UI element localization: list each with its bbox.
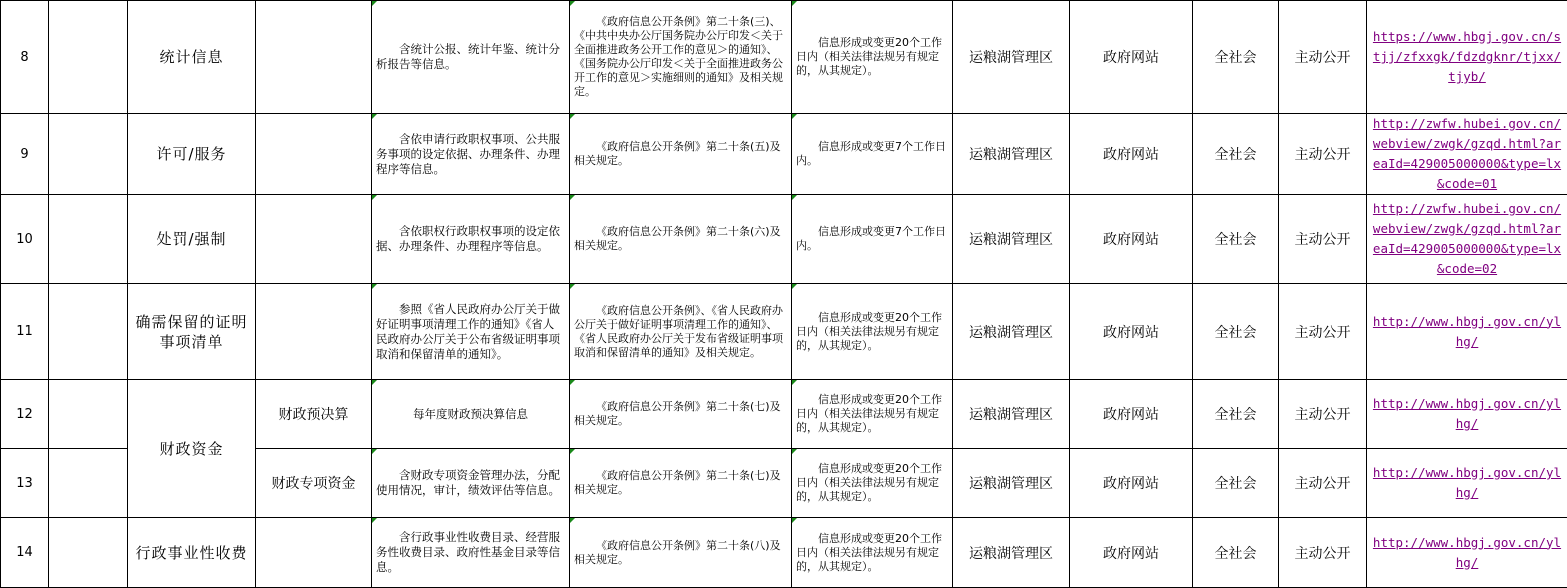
content-text: 含依职权行政职权事项的设定依据、办理条件、办理程序等信息。 [376, 224, 560, 253]
blank-cell[interactable] [49, 195, 128, 284]
cell-note-marker [792, 1, 797, 6]
content-cell[interactable] [372, 518, 570, 588]
url-cell[interactable] [1367, 380, 1567, 449]
cell-note-marker [372, 449, 377, 454]
cell-note-marker [372, 380, 377, 385]
content-cell[interactable] [372, 380, 570, 449]
cell-note-marker [570, 380, 575, 385]
basis-text: 《政府信息公开条例》第二十条(七)及相关规定。 [574, 400, 781, 427]
channel-cell[interactable]: 政府网站 [1070, 518, 1193, 588]
subject-cell[interactable]: 运粮湖管理区 [953, 449, 1070, 518]
basis-text: 《政府信息公开条例》第二十条(三)、《中共中央办公厅国务院办公厅印发＜关于全面推进政务公开工作的意见＞的通知》、《国务院办公厅印发＜关于全面推进政务公开工作的意见＞实施细则的通知》及相关规定。 [574, 15, 783, 98]
content-cell[interactable] [372, 284, 570, 380]
time-limit-text: 信息形成或变更20个工作日内（相关法律法规另有规定的，从其规定）。 [796, 311, 942, 352]
subject-cell[interactable]: 运粮湖管理区 [953, 518, 1070, 588]
subcategory-cell[interactable] [256, 114, 372, 195]
basis-text: 《政府信息公开条例》第二十条(五)及相关规定。 [574, 140, 781, 167]
channel-cell[interactable]: 政府网站 [1070, 1, 1193, 114]
cell-note-marker [570, 195, 575, 200]
cell-note-marker [792, 449, 797, 454]
basis-cell[interactable] [570, 284, 792, 380]
cell-note-marker [792, 114, 797, 119]
time-limit-text: 信息形成或变更20个工作日内（相关法律法规另有规定的，从其规定）。 [796, 393, 942, 434]
table-row [1, 195, 1567, 284]
url-cell[interactable] [1367, 518, 1567, 588]
cell-note-marker [570, 449, 575, 454]
time-limit-text: 信息形成或变更7个工作日内。 [796, 225, 946, 252]
audience-cell[interactable]: 全社会 [1193, 1, 1279, 114]
subject-cell[interactable]: 运粮湖管理区 [953, 380, 1070, 449]
subcategory-cell[interactable] [256, 195, 372, 284]
content-text: 参照《省人民政府办公厅关于做好证明事项清理工作的通知》《省人民政府办公厅关于公布省级证明事项取消和保留清单的通知》。 [376, 302, 560, 361]
cell-note-marker [792, 284, 797, 289]
row-number[interactable]: 9 [1, 114, 49, 195]
content-text: 含行政事业性收费目录、经营服务性收费目录、政府性基金目录等信息。 [376, 530, 560, 574]
channel-cell[interactable]: 政府网站 [1070, 449, 1193, 518]
subcategory-cell[interactable] [256, 518, 372, 588]
url-cell[interactable] [1367, 449, 1567, 518]
basis-text: 《政府信息公开条例》第二十条(八)及相关规定。 [574, 539, 781, 566]
table-row [1, 518, 1567, 588]
mode-cell[interactable]: 主动公开 [1279, 518, 1367, 588]
category-cell[interactable]: 行政事业性收费 [128, 518, 256, 588]
subcategory-cell[interactable]: 财政预决算 [256, 380, 372, 449]
time-limit-cell[interactable] [792, 518, 953, 588]
audience-cell[interactable]: 全社会 [1193, 114, 1279, 195]
subcategory-cell[interactable] [256, 284, 372, 380]
url-link[interactable]: http://www.hbgj.gov.cn/ylhg/ [1373, 535, 1561, 570]
time-limit-cell[interactable] [792, 380, 953, 449]
content-cell[interactable] [372, 449, 570, 518]
category-cell[interactable]: 统计信息 [128, 1, 256, 114]
time-limit-text: 信息形成或变更20个工作日内（相关法律法规另有规定的，从其规定）。 [796, 462, 942, 503]
time-limit-cell[interactable] [792, 1, 953, 114]
category-cell[interactable]: 财政资金 [128, 380, 256, 518]
blank-cell[interactable] [49, 449, 128, 518]
content-text: 含依申请行政职权事项、公共服务事项的设定依据、办理条件、办理程序等信息。 [376, 132, 560, 176]
url-cell[interactable] [1367, 114, 1567, 195]
cell-note-marker [792, 518, 797, 523]
basis-text: 《政府信息公开条例》第二十条(七)及相关规定。 [574, 469, 781, 496]
cell-note-marker [570, 114, 575, 119]
table-row [1, 114, 1567, 195]
cell-note-marker [570, 1, 575, 6]
category-cell[interactable]: 确需保留的证明事项清单 [128, 284, 256, 380]
blank-cell[interactable] [49, 1, 128, 114]
cell-note-marker [372, 284, 377, 289]
content-cell[interactable] [372, 1, 570, 114]
row-number[interactable]: 10 [1, 195, 49, 284]
channel-cell[interactable]: 政府网站 [1070, 284, 1193, 380]
cell-note-marker [570, 284, 575, 289]
subcategory-cell[interactable]: 财政专项资金 [256, 449, 372, 518]
url-link[interactable]: https://www.hbgj.gov.cn/stjj/zfxxgk/fdzdgknr/tjxx/tjyb/ [1373, 29, 1561, 84]
cell-note-marker [792, 195, 797, 200]
audience-cell[interactable]: 全社会 [1193, 195, 1279, 284]
cell-note-marker [570, 518, 575, 523]
cell-note-marker [372, 518, 377, 523]
subject-cell[interactable]: 运粮湖管理区 [953, 195, 1070, 284]
mode-cell[interactable]: 主动公开 [1279, 114, 1367, 195]
row-number[interactable]: 14 [1, 518, 49, 588]
url-link[interactable]: http://www.hbgj.gov.cn/ylhg/ [1373, 396, 1561, 431]
mode-cell[interactable]: 主动公开 [1279, 284, 1367, 380]
subcategory-cell[interactable] [256, 1, 372, 114]
time-limit-text: 信息形成或变更20个工作日内（相关法律法规另有规定的，从其规定）。 [796, 36, 942, 77]
subject-cell[interactable]: 运粮湖管理区 [953, 284, 1070, 380]
mode-cell[interactable]: 主动公开 [1279, 449, 1367, 518]
content-text: 含统计公报、统计年鉴、统计分析报告等信息。 [376, 42, 560, 71]
time-limit-cell[interactable] [792, 195, 953, 284]
basis-cell[interactable] [570, 518, 792, 588]
table-row [1, 284, 1567, 380]
basis-text: 《政府信息公开条例》、《省人民政府办公厅关于做好证明事项清理工作的通知》、《省人民政府办公厅关于发布省级证明事项取消和保留清单的通知》及相关规定。 [574, 304, 783, 359]
url-link[interactable]: http://zwfw.hubei.gov.cn/webview/zwgk/gzqd.html?areaId=429005000000&type=lx&code=01 [1373, 116, 1561, 191]
content-cell[interactable] [372, 195, 570, 284]
time-limit-cell[interactable] [792, 114, 953, 195]
mode-cell[interactable]: 主动公开 [1279, 1, 1367, 114]
table-row [1, 1, 1567, 114]
category-cell[interactable]: 处罚/强制 [128, 195, 256, 284]
table-row [1, 380, 1567, 449]
url-cell[interactable] [1367, 195, 1567, 284]
subject-cell[interactable]: 运粮湖管理区 [953, 1, 1070, 114]
row-number[interactable]: 8 [1, 1, 49, 114]
row-number[interactable]: 13 [1, 449, 49, 518]
cell-note-marker [792, 380, 797, 385]
audience-cell[interactable]: 全社会 [1193, 284, 1279, 380]
audience-cell[interactable]: 全社会 [1193, 449, 1279, 518]
subject-cell[interactable]: 运粮湖管理区 [953, 114, 1070, 195]
channel-cell[interactable]: 政府网站 [1070, 195, 1193, 284]
audience-cell[interactable]: 全社会 [1193, 518, 1279, 588]
blank-cell[interactable] [49, 380, 128, 449]
channel-cell[interactable]: 政府网站 [1070, 114, 1193, 195]
basis-cell[interactable] [570, 380, 792, 449]
basis-cell[interactable] [570, 449, 792, 518]
basis-cell[interactable] [570, 195, 792, 284]
time-limit-cell[interactable] [792, 284, 953, 380]
basis-cell[interactable] [570, 114, 792, 195]
url-link[interactable]: http://zwfw.hubei.gov.cn/webview/zwgk/gzqd.html?areaId=429005000000&type=lx&code=02 [1373, 201, 1561, 276]
url-link[interactable]: http://www.hbgj.gov.cn/ylhg/ [1373, 465, 1561, 500]
cell-note-marker [372, 195, 377, 200]
cell-note-marker [372, 1, 377, 6]
blank-cell[interactable] [49, 114, 128, 195]
url-cell[interactable] [1367, 1, 1567, 114]
cell-note-marker [372, 114, 377, 119]
content-text: 含财政专项资金管理办法，分配使用情况，审计，绩效评估等信息。 [376, 468, 560, 497]
time-limit-text: 信息形成或变更20个工作日内（相关法律法规另有规定的，从其规定）。 [796, 532, 942, 573]
basis-cell[interactable] [570, 1, 792, 114]
basis-text: 《政府信息公开条例》第二十条(六)及相关规定。 [574, 225, 781, 252]
content-text: 每年度财政预决算信息 [413, 407, 528, 421]
mode-cell[interactable]: 主动公开 [1279, 195, 1367, 284]
time-limit-text: 信息形成或变更7个工作日内。 [796, 140, 946, 167]
time-limit-cell[interactable] [792, 449, 953, 518]
url-link[interactable]: http://www.hbgj.gov.cn/ylhg/ [1373, 314, 1561, 349]
url-cell[interactable] [1367, 284, 1567, 380]
row-number[interactable]: 12 [1, 380, 49, 449]
category-cell[interactable]: 许可/服务 [128, 114, 256, 195]
blank-cell[interactable] [49, 518, 128, 588]
blank-cell[interactable] [49, 284, 128, 380]
audience-cell[interactable]: 全社会 [1193, 380, 1279, 449]
channel-cell[interactable]: 政府网站 [1070, 380, 1193, 449]
row-number[interactable]: 11 [1, 284, 49, 380]
mode-cell[interactable]: 主动公开 [1279, 380, 1367, 449]
content-cell[interactable] [372, 114, 570, 195]
